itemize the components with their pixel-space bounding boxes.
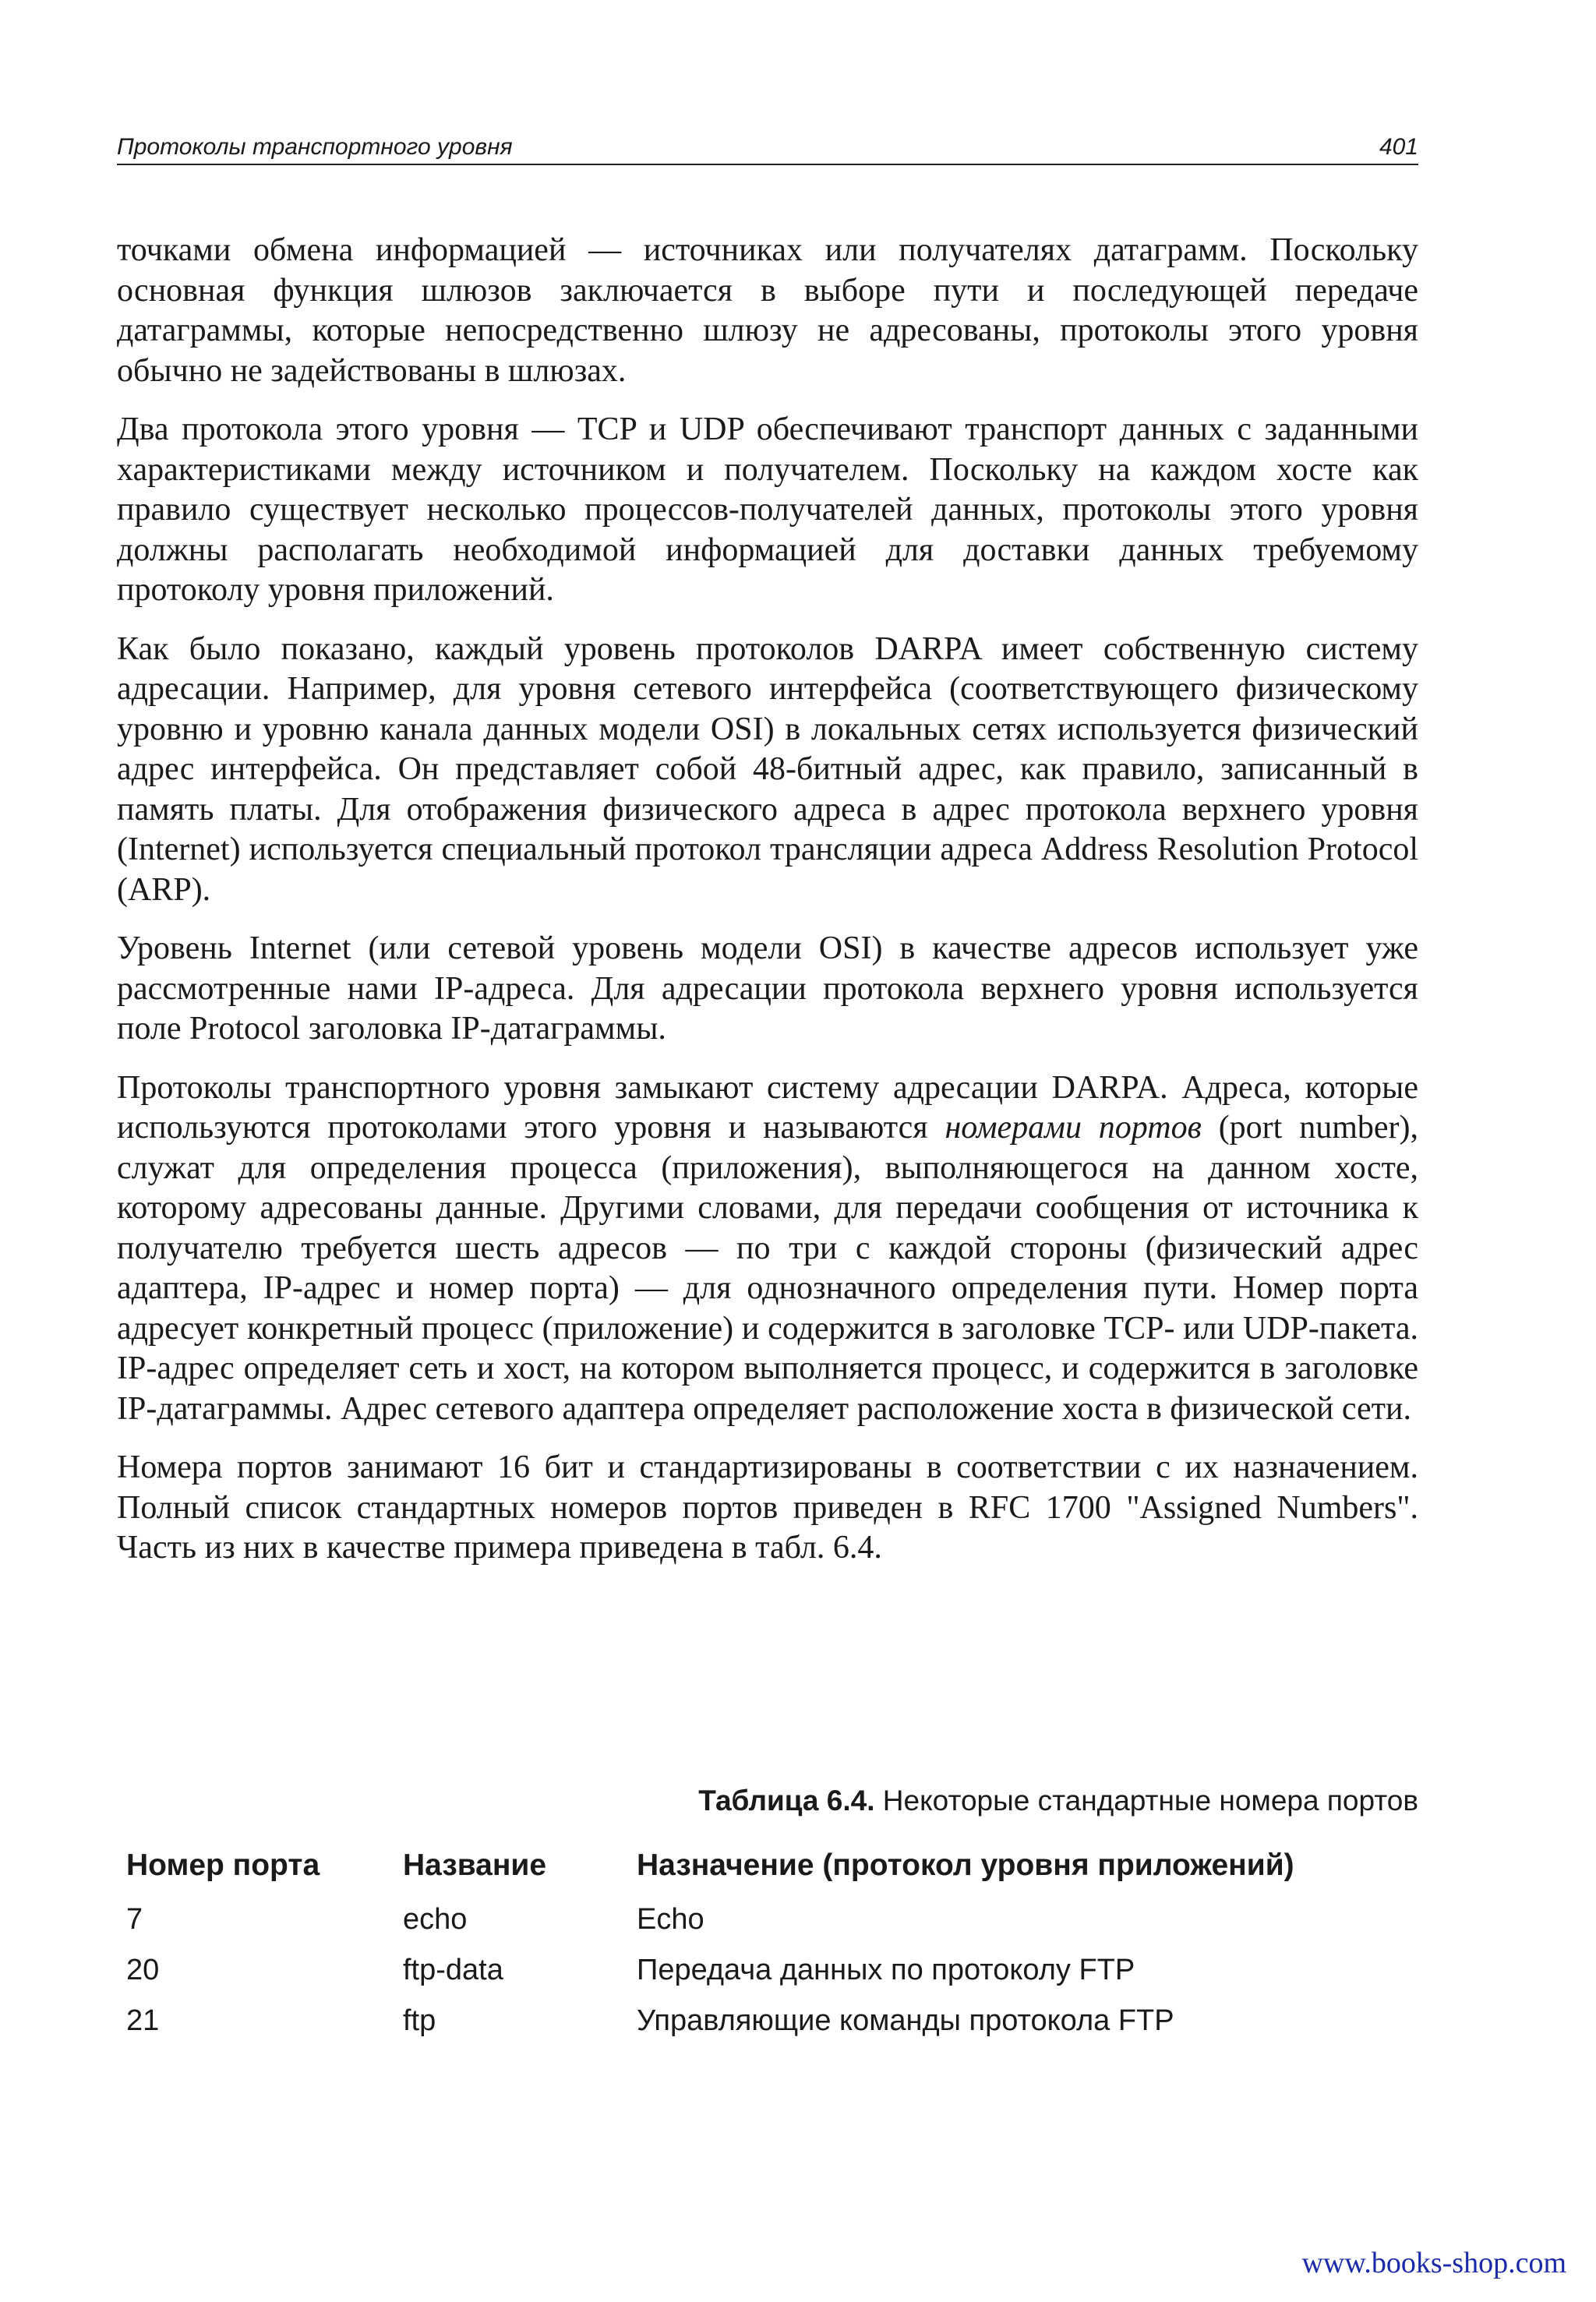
page-number: 401	[1379, 134, 1418, 160]
running-header	[117, 125, 1418, 165]
column-header-port: Номер порта	[126, 1848, 320, 1882]
port-purpose-cell: Echo	[637, 1903, 704, 1936]
port-name-cell: ftp-data	[403, 1954, 503, 1986]
port-purpose-cell: Управляющие команды протокола FTP	[637, 2004, 1174, 2037]
table-caption-text: Некоторые стандартные номера портов	[874, 1785, 1418, 1817]
table-row	[126, 1998, 1418, 2049]
footer-website-link[interactable]: www.books-shop.com	[1301, 2247, 1566, 2279]
port-number-cell: 21	[126, 2004, 160, 2037]
column-header-name: Название	[403, 1848, 547, 1882]
port-name-cell: echo	[403, 1903, 468, 1936]
paragraph	[117, 1068, 1418, 1430]
port-number-cell: 7	[126, 1903, 143, 1936]
port-number-cell: 20	[126, 1954, 160, 1986]
term-emphasis: номерами портов	[945, 1110, 1202, 1146]
port-purpose-cell: Передача данных по протоколу FTP	[637, 1954, 1135, 1986]
table-caption	[698, 1785, 1418, 1817]
table-row	[126, 1897, 1418, 1947]
column-header-purpose: Назначение (протокол уровня приложений)	[637, 1848, 1294, 1882]
paragraph: точками обмена информацией — источниках или получателях датаграмм. Поскольку основная функция шлюзов заключается в выборе пути и последующей передаче датаграммы, которые непосредственно шлюзу не адресованы, протоколы этого уровня обычно не задействованы в шлюзах.	[117, 232, 1418, 389]
paragraph: Номера портов занимают 16 бит и стандартизированы в соответствии с их назначением. Полный список стандартных номеров портов приведен в RFC 1700 "Assigned Numbers". Часть из них в качестве примера приведена в табл. 6.4.	[117, 1449, 1418, 1566]
running-header-title: Протоколы транспортного уровня	[117, 134, 513, 160]
paragraph-text: Протоколы транспортного уровня замыкают систему адресации DARPA. Адреса, которые используются протоколами этого уровня и называются	[117, 1069, 1418, 1146]
paragraph-text: (port number), служат для определения процесса (приложения), выполняющегося на данном хосте, которому адресованы данные. Другими словами, для передачи сообщения от источника к получателю требуется шесть адресов — по три с каждой стороны (физический адрес адаптера, IP-адрес и номер порта) — для однозначного определения пути. Номер порта адресует конкретный процесс (приложение) и содержится в заголовке TCP- или UDP-пакета. IP-адрес определяет сеть и хост, на котором выполняется процесс, и содержится в заголовке IP-датаграммы. Адрес сетевого адаптера определяет расположение хоста в физической сети.	[117, 1110, 1418, 1427]
paragraph: Как было показано, каждый уровень протоколов DARPA имеет собственную систему адресации. Например, для уровня сетевого интерфейса (соответствующего физическому уровню и уровню канала данных модели OSI) в локальных сетях используется физический адрес интерфейса. Он представляет собой 48-битный адрес, как правило, записанный в память платы. Для отображения физического адреса в адрес протокола верхнего уровня (Internet) используется специальный протокол трансляции адреса Address Resolution Protocol (ARP).	[117, 630, 1418, 908]
paragraph: Уровень Internet (или сетевой уровень модели OSI) в качестве адресов использует уже рассмотренные нами IP-адреса. Для адресации протокола верхнего уровня используется поле Protocol заголовка IP-датаграммы.	[117, 930, 1418, 1047]
table-row	[126, 1947, 1418, 1998]
port-name-cell: ftp	[403, 2004, 436, 2037]
table-caption-label: Таблица 6.4.	[698, 1785, 875, 1817]
table-header-row	[126, 1839, 1418, 1897]
body-text	[117, 231, 1418, 1587]
ports-table	[126, 1839, 1418, 2049]
paragraph: Два протокола этого уровня — TCP и UDP обеспечивают транспорт данных с заданными характеристиками между источником и получателем. Поскольку на каждом хосте как правило существует несколько процессов-получателей данных, протоколы этого уровня должны располагать необходимой информацией для доставки данных требуемому протоколу уровня приложений.	[117, 411, 1418, 608]
